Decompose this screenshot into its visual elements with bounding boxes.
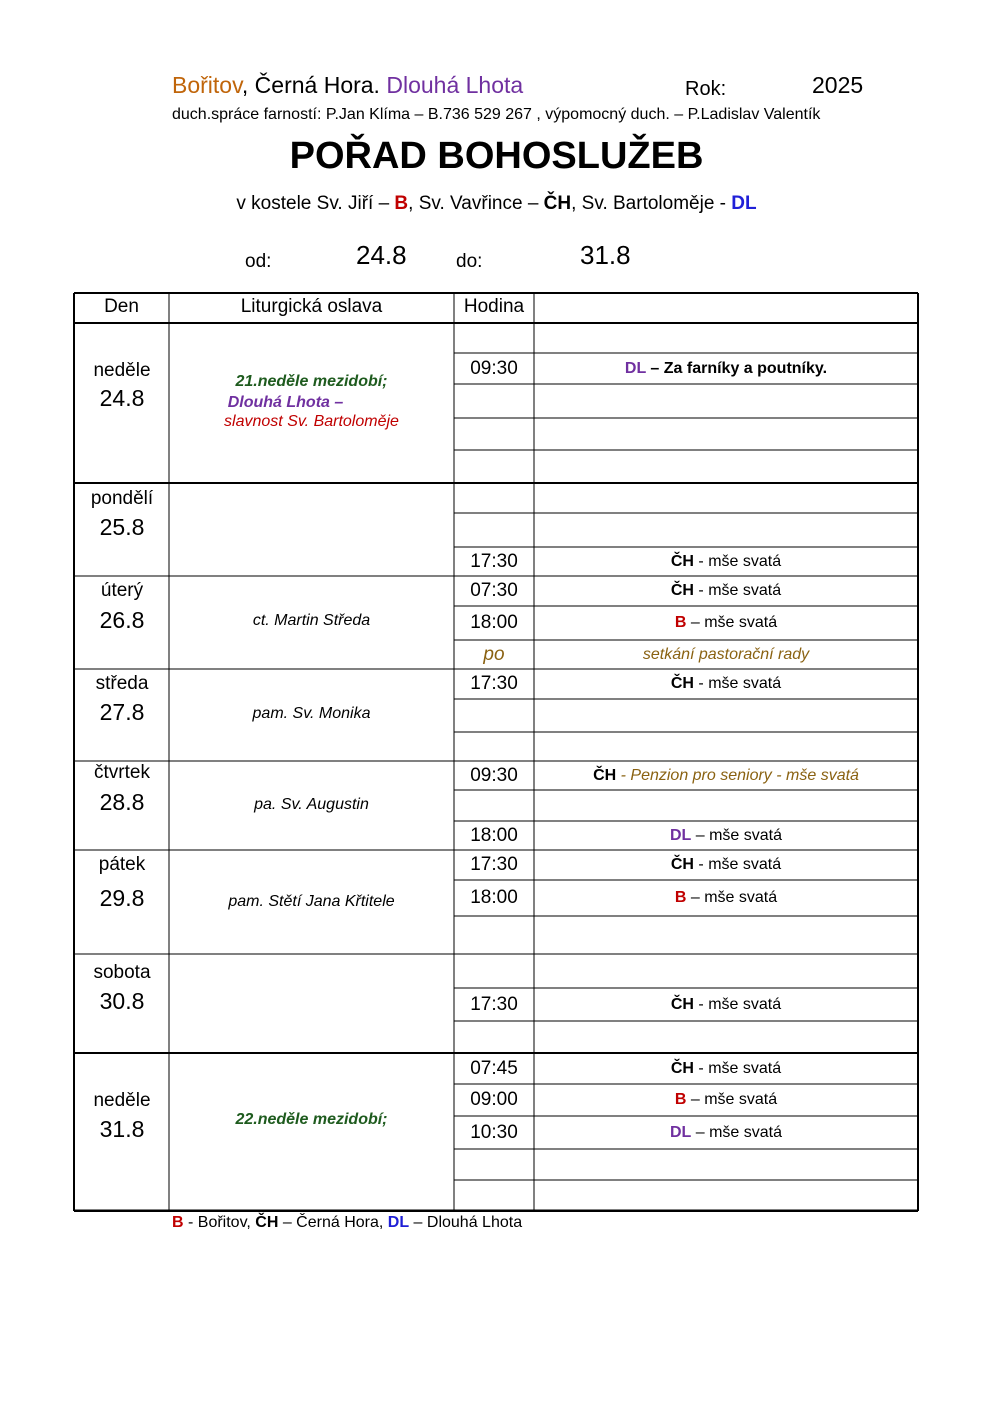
day-date: 30.8 — [99, 988, 145, 1014]
clergy-info: duch.spráce farností: P.Jan Klíma – B.736 529 267 , výpomocný duch. – P.Ladislav Valentík — [172, 106, 821, 123]
legend-text-dl: – Dlouhá Lhota — [409, 1214, 523, 1231]
code-ch: ČH — [543, 193, 572, 214]
legend-text-b: - Bořitov, — [183, 1214, 256, 1231]
service-time: 18:00 — [470, 612, 518, 633]
service-time: 17:30 — [470, 994, 518, 1015]
day-date: 31.8 — [99, 1116, 145, 1142]
church-code: ČH — [670, 856, 694, 873]
legend-text-ch: – Černá Hora, — [278, 1214, 388, 1231]
service-text: – mše svatá — [691, 827, 783, 844]
liturgical-celebration: 21.neděle mezidobí; — [235, 373, 388, 390]
service-text: – mše svatá — [686, 614, 778, 631]
service-description — [534, 675, 918, 693]
column-header-liturgy: Liturgická oslava — [240, 296, 383, 317]
service-description — [534, 614, 918, 632]
service-description — [534, 767, 918, 785]
parish-boritov: Bořitov — [172, 72, 242, 98]
liturgical-celebration: pa. Sv. Augustin — [254, 796, 369, 813]
service-text: - mše svatá — [693, 1060, 782, 1077]
service-time: 10:30 — [470, 1122, 518, 1143]
church-code: DL — [624, 360, 646, 377]
day-name: pátek — [98, 854, 146, 875]
church-code: DL — [669, 1124, 692, 1141]
churches-mid: , Sv. Bartoloměje - — [571, 193, 732, 214]
church-code: B — [674, 889, 687, 906]
day-name: čtvrtek — [94, 762, 150, 783]
service-description — [534, 646, 918, 664]
year-label: Rok: — [685, 78, 727, 100]
service-time: po — [483, 644, 505, 665]
day-name: neděle — [93, 360, 151, 381]
date-from-value: 24.8 — [356, 240, 407, 270]
date-to-label: do: — [456, 251, 483, 272]
service-text: – Za farníky a poutníky. — [645, 360, 828, 377]
service-description — [534, 856, 918, 874]
service-time: 07:45 — [470, 1058, 518, 1079]
service-time: 09:00 — [470, 1089, 518, 1110]
church-code: ČH — [593, 767, 617, 784]
church-code: B — [674, 1091, 687, 1108]
church-code: ČH — [670, 553, 694, 570]
legend-code-b: B — [172, 1214, 184, 1231]
liturgical-celebration: ct. Martin Středa — [252, 612, 371, 629]
church-code: ČH — [670, 1060, 694, 1077]
liturgical-celebration: slavnost Sv. Bartoloměje — [224, 413, 399, 430]
service-time: 18:00 — [470, 887, 518, 908]
service-time: 17:30 — [470, 673, 518, 694]
day-date: 29.8 — [99, 885, 145, 911]
service-text: - mše svatá — [693, 675, 782, 692]
service-text: – mše svatá — [686, 1091, 778, 1108]
day-name: středa — [95, 673, 149, 694]
church-code: DL — [669, 827, 692, 844]
service-description — [534, 582, 918, 600]
liturgical-celebration: pam. Sv. Monika — [252, 705, 371, 722]
service-description — [534, 553, 918, 571]
column-header-day: Den — [104, 296, 139, 317]
service-time: 18:00 — [470, 825, 518, 846]
service-time: 09:30 — [470, 358, 518, 379]
service-text: – mše svatá — [686, 889, 778, 906]
code-dl: DL — [731, 193, 757, 214]
churches-prefix: v kostele Sv. Jiří – — [236, 193, 395, 214]
day-name: úterý — [100, 580, 144, 601]
service-text: - mše svatá — [693, 856, 782, 873]
church-code: ČH — [670, 996, 694, 1013]
code-b: B — [394, 193, 409, 214]
churches-line — [0, 193, 993, 215]
day-name: pondělí — [90, 488, 154, 509]
date-to-value: 31.8 — [580, 240, 631, 270]
service-description — [534, 360, 918, 378]
liturgical-celebration: Dlouhá Lhota – — [227, 394, 344, 411]
church-code: ČH — [670, 675, 694, 692]
date-from-label: od: — [245, 251, 272, 272]
service-time: 17:30 — [470, 854, 518, 875]
service-description — [534, 827, 918, 845]
service-time: 09:30 — [470, 765, 518, 786]
service-description — [534, 996, 918, 1014]
parish-separator: , — [241, 72, 255, 98]
day-date: 28.8 — [99, 789, 145, 815]
legend-code-ch: ČH — [255, 1214, 279, 1231]
service-text: - mše svatá — [693, 582, 782, 599]
service-text: setkání pastorační rady — [642, 646, 810, 663]
service-text: - mše svatá — [693, 553, 782, 570]
service-text: - Penzion pro seniory - mše svatá — [616, 767, 859, 784]
service-time: 17:30 — [470, 551, 518, 572]
page-title: POŘAD BOHOSLUŽEB — [289, 135, 704, 177]
liturgical-celebration: 22.neděle mezidobí; — [235, 1111, 388, 1128]
service-text: - mše svatá — [693, 996, 782, 1013]
parish-names — [172, 72, 523, 99]
legend — [172, 1214, 522, 1232]
day-name: sobota — [93, 962, 151, 983]
service-description — [534, 1060, 918, 1078]
day-date: 25.8 — [99, 514, 145, 540]
year-value: 2025 — [812, 72, 864, 98]
service-description — [534, 1091, 918, 1109]
liturgical-celebration: pam. Stětí Jana Křtitele — [228, 893, 395, 910]
day-date: 26.8 — [99, 607, 145, 633]
service-description — [534, 889, 918, 907]
parish-cerna-hora: Černá Hora. — [254, 72, 380, 98]
churches-mid: , Sv. Vavřince – — [408, 193, 544, 214]
church-code: B — [674, 614, 687, 631]
legend-code-dl: DL — [387, 1214, 410, 1231]
schedule-table — [73, 292, 920, 1212]
day-date: 27.8 — [99, 699, 145, 725]
day-date: 24.8 — [99, 385, 145, 411]
service-text: – mše svatá — [691, 1124, 783, 1141]
column-header-time: Hodina — [463, 296, 525, 317]
service-description — [534, 1124, 918, 1142]
service-time: 07:30 — [470, 580, 518, 601]
day-name: neděle — [93, 1090, 151, 1111]
church-code: ČH — [670, 582, 694, 599]
parish-dlouha-lhota: Dlouhá Lhota — [386, 72, 524, 98]
